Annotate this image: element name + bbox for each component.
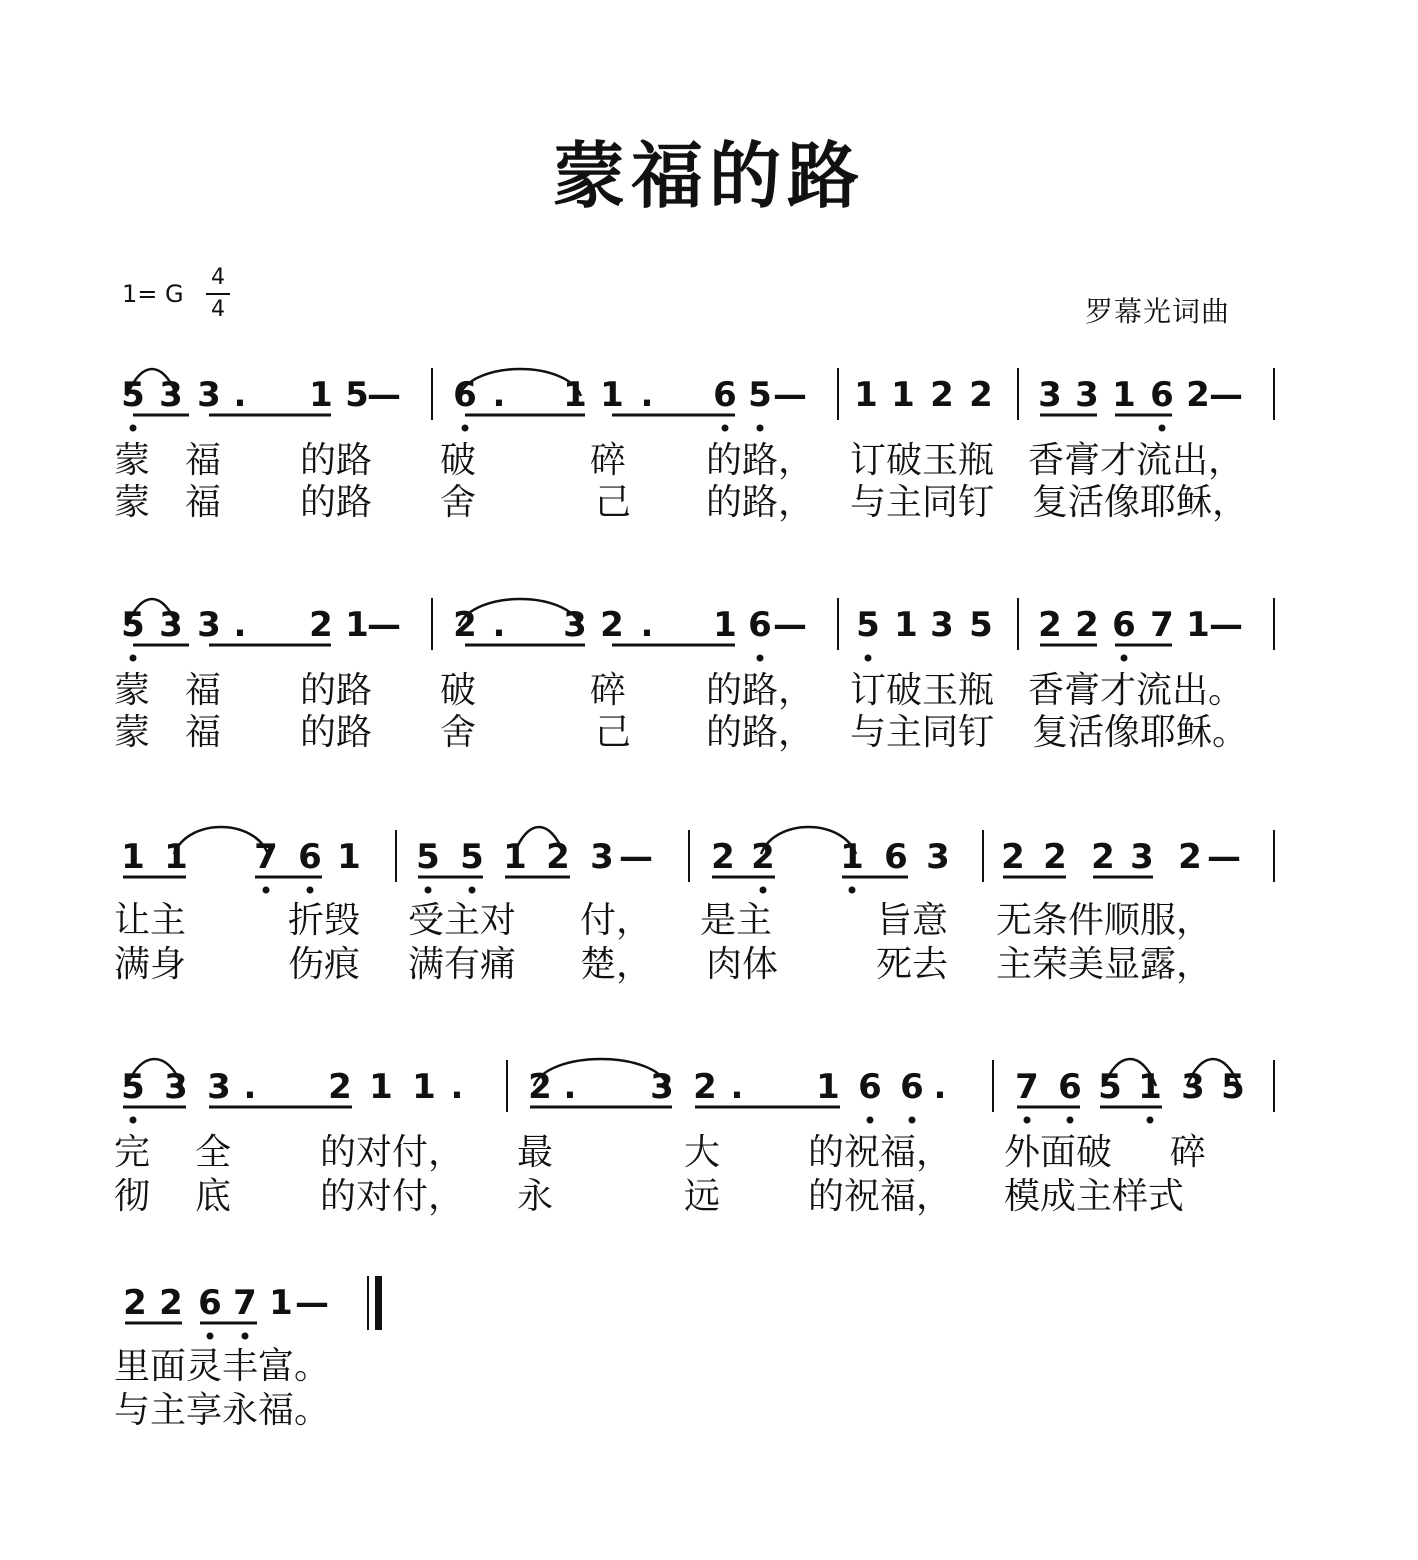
key-signature: 1= G <box>122 280 184 308</box>
note-number: 2 <box>546 837 570 877</box>
lyric-verse-2: 己 <box>595 482 632 523</box>
octave-dot <box>722 425 729 432</box>
song-title: 蒙福的路 <box>552 133 865 218</box>
octave-dot <box>865 655 872 662</box>
octave-dot <box>1121 655 1128 662</box>
note-number: 3 <box>926 837 950 877</box>
note-number: 2 <box>528 1067 552 1107</box>
lyric-verse-2: 己 <box>595 712 632 753</box>
note-number: 5 <box>856 605 880 645</box>
note-number: 2 <box>123 1283 147 1323</box>
dash-note: — <box>295 1283 329 1323</box>
lyric-verse-1: 无条件顺服， <box>996 900 1213 941</box>
lyric-verse-1: 全 <box>195 1132 232 1173</box>
note-number: 1 <box>816 1067 840 1107</box>
lyric-verse-2: 复活像耶稣。 <box>1032 712 1249 753</box>
note-number: 2 <box>309 605 333 645</box>
lyric-verse-2: 的路， <box>706 482 815 523</box>
lyric-verse-1: 外面破 <box>1004 1132 1113 1173</box>
dash-note: — <box>773 375 807 415</box>
octave-dot <box>867 1117 874 1124</box>
note-number: 3 <box>159 375 183 415</box>
lyric-verse-1: 的对付， <box>320 1132 465 1173</box>
lyric-verse-1: 订破玉瓶 <box>850 440 995 481</box>
note-number: 6 <box>858 1067 882 1107</box>
lyric-verse-1: 完 <box>114 1132 151 1173</box>
note-number: 7 <box>254 837 278 877</box>
lyric-verse-1: 蒙 <box>114 440 151 481</box>
note-number: 1 <box>121 837 145 877</box>
lyric-verse-2: 与主同钉 <box>850 482 995 523</box>
note-number: 1 <box>1112 375 1136 415</box>
octave-dot <box>130 1117 137 1124</box>
note-number: 1 <box>1138 1067 1162 1107</box>
note-number: 1 <box>164 837 188 877</box>
lyric-verse-2: 主荣美显露， <box>996 944 1213 985</box>
lyric-verse-2: 的祝福， <box>808 1176 953 1217</box>
note-number: 5 <box>345 375 369 415</box>
lyric-verse-1: 福 <box>185 440 222 481</box>
note-number: 1 <box>840 837 864 877</box>
octave-dot <box>462 425 469 432</box>
note-number: 6 <box>713 375 737 415</box>
note-number: 6 <box>900 1067 924 1107</box>
lyric-verse-2: 的路 <box>300 482 373 523</box>
note-number: 2 <box>159 1283 183 1323</box>
note-number: 3 <box>164 1067 188 1107</box>
octave-dot <box>207 1333 214 1340</box>
dash-note: — <box>1209 605 1243 645</box>
note-number: 2 <box>600 605 624 645</box>
note-number: 5 <box>121 1067 145 1107</box>
lyric-verse-1: 受主对 <box>408 900 517 941</box>
note-number: 3 <box>1130 837 1154 877</box>
note-number: 3 <box>1038 375 1062 415</box>
lyric-verse-2: 彻 <box>114 1176 151 1217</box>
lyric-verse-1: 香膏才流出。 <box>1028 670 1245 711</box>
note-number: 6 <box>298 837 322 877</box>
note-number: 6 <box>748 605 772 645</box>
note-number: 1 <box>269 1283 293 1323</box>
octave-dot <box>1159 425 1166 432</box>
lyric-verse-1: 蒙 <box>114 670 151 711</box>
note-number: 2 <box>453 605 477 645</box>
octave-dot <box>263 887 270 894</box>
note-number: 5 <box>416 837 440 877</box>
octave-dot <box>242 1333 249 1340</box>
note-number: 7 <box>1015 1067 1039 1107</box>
dash-note: — <box>1207 837 1241 877</box>
lyric-verse-2: 与主享永福。 <box>114 1390 331 1431</box>
note-number: 2 <box>751 837 775 877</box>
note-number: 1 <box>854 375 878 415</box>
note-number: 1 <box>713 605 737 645</box>
lyric-verse-1: 是主 <box>700 900 773 941</box>
dash-note: — <box>367 375 401 415</box>
lyric-verse-1: 付， <box>580 900 653 941</box>
note-number: 2 <box>1186 375 1210 415</box>
note-number: 3 <box>650 1067 674 1107</box>
octave-dot <box>757 655 764 662</box>
note-number: 6 <box>198 1283 222 1323</box>
note-number: 3 <box>590 837 614 877</box>
note-number: 2 <box>1001 837 1025 877</box>
note-number: 5 <box>1098 1067 1122 1107</box>
lyric-verse-2: 福 <box>185 482 222 523</box>
note-number: 5 <box>460 837 484 877</box>
octave-dot <box>909 1117 916 1124</box>
octave-dot <box>307 887 314 894</box>
note-number: 2 <box>328 1067 352 1107</box>
dot-note: . <box>492 605 506 645</box>
note-number: 3 <box>207 1067 231 1107</box>
note-number: 7 <box>233 1283 257 1323</box>
lyric-verse-1: 的祝福， <box>808 1132 953 1173</box>
note-number: 5 <box>969 605 993 645</box>
lyric-verse-2: 的路， <box>706 712 815 753</box>
lyric-verse-2: 的对付， <box>320 1176 465 1217</box>
note-number: 1 <box>1186 605 1210 645</box>
octave-dot <box>1147 1117 1154 1124</box>
dot-note: . <box>640 375 654 415</box>
dot-note: . <box>450 1067 464 1107</box>
lyric-verse-1: 的路， <box>706 670 815 711</box>
lyric-verse-1: 的路 <box>300 670 373 711</box>
note-number: 6 <box>1150 375 1174 415</box>
note-number: 6 <box>884 837 908 877</box>
note-number: 1 <box>894 605 918 645</box>
note-number: 7 <box>1150 605 1174 645</box>
lyric-verse-2: 死去 <box>876 944 949 985</box>
lyric-verse-1: 碎 <box>590 670 627 711</box>
note-number: 3 <box>563 605 587 645</box>
lyric-verse-1: 碎 <box>1170 1132 1207 1173</box>
lyric-verse-1: 折毁 <box>288 900 361 941</box>
note-number: 3 <box>930 605 954 645</box>
lyric-verse-2: 伤痕 <box>288 944 361 985</box>
octave-dot <box>425 887 432 894</box>
note-number: 6 <box>453 375 477 415</box>
octave-dot <box>130 655 137 662</box>
lyric-verse-1: 破 <box>440 670 477 711</box>
octave-dot <box>469 887 476 894</box>
note-number: 2 <box>1038 605 1062 645</box>
lyric-verse-1: 最 <box>517 1132 554 1173</box>
lyric-verse-1: 的路 <box>300 440 373 481</box>
octave-dot <box>130 425 137 432</box>
dot-note: . <box>563 1067 577 1107</box>
dot-note: . <box>492 375 506 415</box>
note-number: 1 <box>600 375 624 415</box>
note-number: 5 <box>748 375 772 415</box>
lyric-verse-2: 楚， <box>580 944 653 985</box>
note-number: 6 <box>1112 605 1136 645</box>
note-number: 3 <box>1181 1067 1205 1107</box>
lyric-verse-2: 舍 <box>440 712 477 753</box>
note-number: 2 <box>1075 605 1099 645</box>
note-number: 3 <box>197 605 221 645</box>
note-number: 5 <box>121 605 145 645</box>
lyric-verse-1: 旨意 <box>876 900 949 941</box>
note-number: 3 <box>197 375 221 415</box>
lyric-verse-2: 蒙 <box>114 482 151 523</box>
dot-note: . <box>233 375 247 415</box>
note-number: 1 <box>503 837 527 877</box>
octave-dot <box>757 425 764 432</box>
lyric-verse-2: 模成主样式 <box>1004 1176 1185 1217</box>
final-barline-thick <box>375 1276 382 1330</box>
lyric-verse-1: 碎 <box>590 440 627 481</box>
lyric-verse-1: 让主 <box>114 900 187 941</box>
dash-note: — <box>1209 375 1243 415</box>
lyric-verse-1: 香膏才流出， <box>1028 440 1245 481</box>
lyric-verse-2: 永 <box>517 1176 554 1217</box>
lyric-verse-2: 复活像耶稣， <box>1032 482 1249 523</box>
lyric-verse-2: 舍 <box>440 482 477 523</box>
lyric-verse-2: 满身 <box>114 944 187 985</box>
lyric-verse-2: 满有痛 <box>408 944 517 985</box>
dash-note: — <box>773 605 807 645</box>
composer-credit: 罗幕光词曲 <box>1084 295 1230 328</box>
note-number: 2 <box>693 1067 717 1107</box>
dot-note: . <box>640 605 654 645</box>
note-number: 3 <box>1075 375 1099 415</box>
lyric-verse-2: 与主同钉 <box>850 712 995 753</box>
time-signature-numerator: 4 <box>211 265 225 290</box>
lyric-verse-1: 订破玉瓶 <box>850 670 995 711</box>
note-number: 2 <box>711 837 735 877</box>
octave-dot <box>1067 1117 1074 1124</box>
lyric-verse-2: 肉体 <box>706 944 779 985</box>
dot-note: . <box>233 605 247 645</box>
lyric-verse-2: 福 <box>185 712 222 753</box>
lyric-verse-2: 的路 <box>300 712 373 753</box>
lyric-verse-1: 里面灵丰富。 <box>114 1346 331 1387</box>
lyric-verse-2: 远 <box>684 1176 721 1217</box>
lyric-verse-1: 破 <box>440 440 477 481</box>
lyric-verse-2: 蒙 <box>114 712 151 753</box>
time-signature-denominator: 4 <box>211 297 225 322</box>
note-number: 6 <box>1058 1067 1082 1107</box>
octave-dot <box>760 887 767 894</box>
lyric-verse-1: 福 <box>185 670 222 711</box>
note-number: 2 <box>1178 837 1202 877</box>
tie-slur <box>534 1059 668 1086</box>
dot-note: . <box>243 1067 257 1107</box>
lyric-verse-2: 底 <box>195 1176 232 1217</box>
note-number: 3 <box>159 605 183 645</box>
note-number: 1 <box>412 1067 436 1107</box>
note-number: 1 <box>345 605 369 645</box>
note-number: 2 <box>1091 837 1115 877</box>
note-number: 2 <box>930 375 954 415</box>
lyric-verse-1: 大 <box>684 1132 721 1173</box>
note-number: 1 <box>369 1067 393 1107</box>
note-number: 1 <box>563 375 587 415</box>
note-number: 5 <box>121 375 145 415</box>
note-number: 1 <box>891 375 915 415</box>
note-number: 2 <box>1043 837 1067 877</box>
dash-note: — <box>367 605 401 645</box>
dot-note: . <box>730 1067 744 1107</box>
dot-note: . <box>933 1067 947 1107</box>
note-number: 5 <box>1221 1067 1245 1107</box>
note-number: 2 <box>969 375 993 415</box>
note-number: 1 <box>337 837 361 877</box>
lyric-verse-1: 的路， <box>706 440 815 481</box>
dash-note: — <box>619 837 653 877</box>
note-number: 1 <box>309 375 333 415</box>
octave-dot <box>1024 1117 1031 1124</box>
octave-dot <box>849 887 856 894</box>
